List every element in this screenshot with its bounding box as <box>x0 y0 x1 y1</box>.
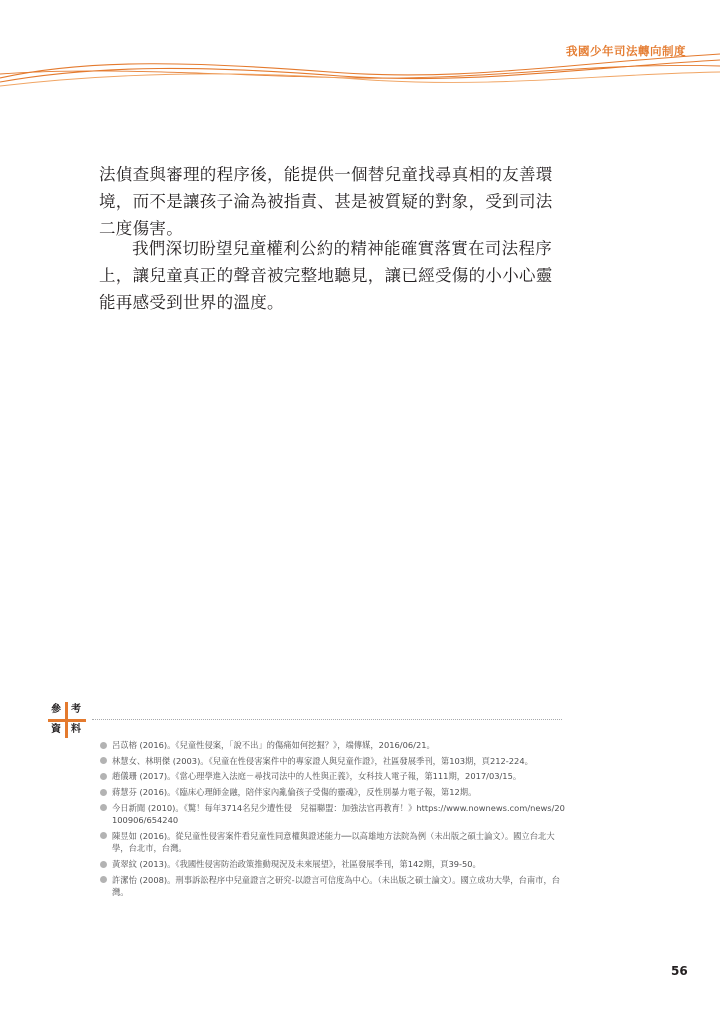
reference-item <box>100 786 565 799</box>
bullet-icon <box>100 832 107 839</box>
bullet-icon <box>100 789 107 796</box>
reference-text: 呂苡榕 (2016)。《兒童性侵案，「說不出」的傷痛如何挖掘？》，端傳媒，2016/06/21。 <box>112 740 435 750</box>
page-number: 56 <box>671 964 688 978</box>
running-header-title: 我國少年司法轉向制度 <box>566 44 686 58</box>
references-mark-char: 料 <box>71 724 81 735</box>
references-mark-char: 考 <box>71 704 81 715</box>
header-wave-decoration <box>0 52 720 92</box>
reference-list <box>100 739 565 902</box>
reference-item <box>100 755 565 768</box>
bullet-icon <box>100 804 107 811</box>
bullet-icon <box>100 861 107 868</box>
reference-item <box>100 874 565 899</box>
bullet-icon <box>100 742 107 749</box>
body-paragraph: 法偵查與審理的程序後，能提供一個替兒童找尋真相的友善環境，而不是讓孩子淪為被指責、甚是被質疑的對象，受到司法二度傷害。 <box>99 165 553 238</box>
bullet-icon <box>100 876 107 883</box>
references-divider <box>92 719 562 720</box>
reference-item <box>100 858 565 871</box>
reference-text: 黃翠紋 (2013)。《我國性侵害防治政策推動現況及未來展望》，社區發展季刊，第142期，頁39-50。 <box>112 859 481 870</box>
reference-item <box>100 830 565 855</box>
references-mark-char: 參 <box>51 704 61 715</box>
reference-text: 趙儀珊 (2017)。《當心理學進入法庭－尋找司法中的人性與正義》，女科技人電子報，第111期，2017/03/15。 <box>112 771 522 782</box>
cross-horizontal-bar <box>48 719 86 722</box>
wave-line <box>0 54 720 78</box>
reference-item <box>100 770 565 783</box>
reference-text: 林慧女、林明傑 (2003)。《兒童在性侵害案件中的專家證人與兒童作證》，社區發展季刊，第103期，頁212-224。 <box>112 755 533 766</box>
references-mark-char: 資 <box>51 724 61 735</box>
bullet-icon <box>100 773 107 780</box>
reference-text: 今日新聞 (2010)。《驚！每年3714名兒少遭性侵 兒福聯盟：加強法官再教育！》https://www.nownews.com/news/20100906/654240 <box>112 802 565 826</box>
reference-item <box>100 739 565 752</box>
bullet-icon <box>100 757 107 764</box>
reference-text: 陳昱如 (2016)。從兒童性侵害案件看兒童性同意權與證述能力──以高雄地方法院為例（未出版之碩士論文）。國立台北大學，台北市，台灣。 <box>112 830 555 854</box>
reference-item <box>100 802 565 827</box>
reference-text: 許潔怡 (2008)。刑事訴訟程序中兒童證言之研究-以證言可信度為中心。（未出版之碩士論文）。國立成功大學，台南市，台灣。 <box>112 874 561 898</box>
reference-text: 蔣慧芬 (2016)。《臨床心理師金融，陪伴家內亂倫孩子受傷的靈魂》，反性別暴力電子報，第12期。 <box>112 787 477 798</box>
body-paragraph: 我們深切盼望兒童權利公約的精神能確實落實在司法程序上，讓兒童真正的聲音被完整地聽見，讓已經受傷的小小心靈能再感受到世界的溫度。 <box>99 239 553 312</box>
references-heading-mark <box>48 702 88 738</box>
